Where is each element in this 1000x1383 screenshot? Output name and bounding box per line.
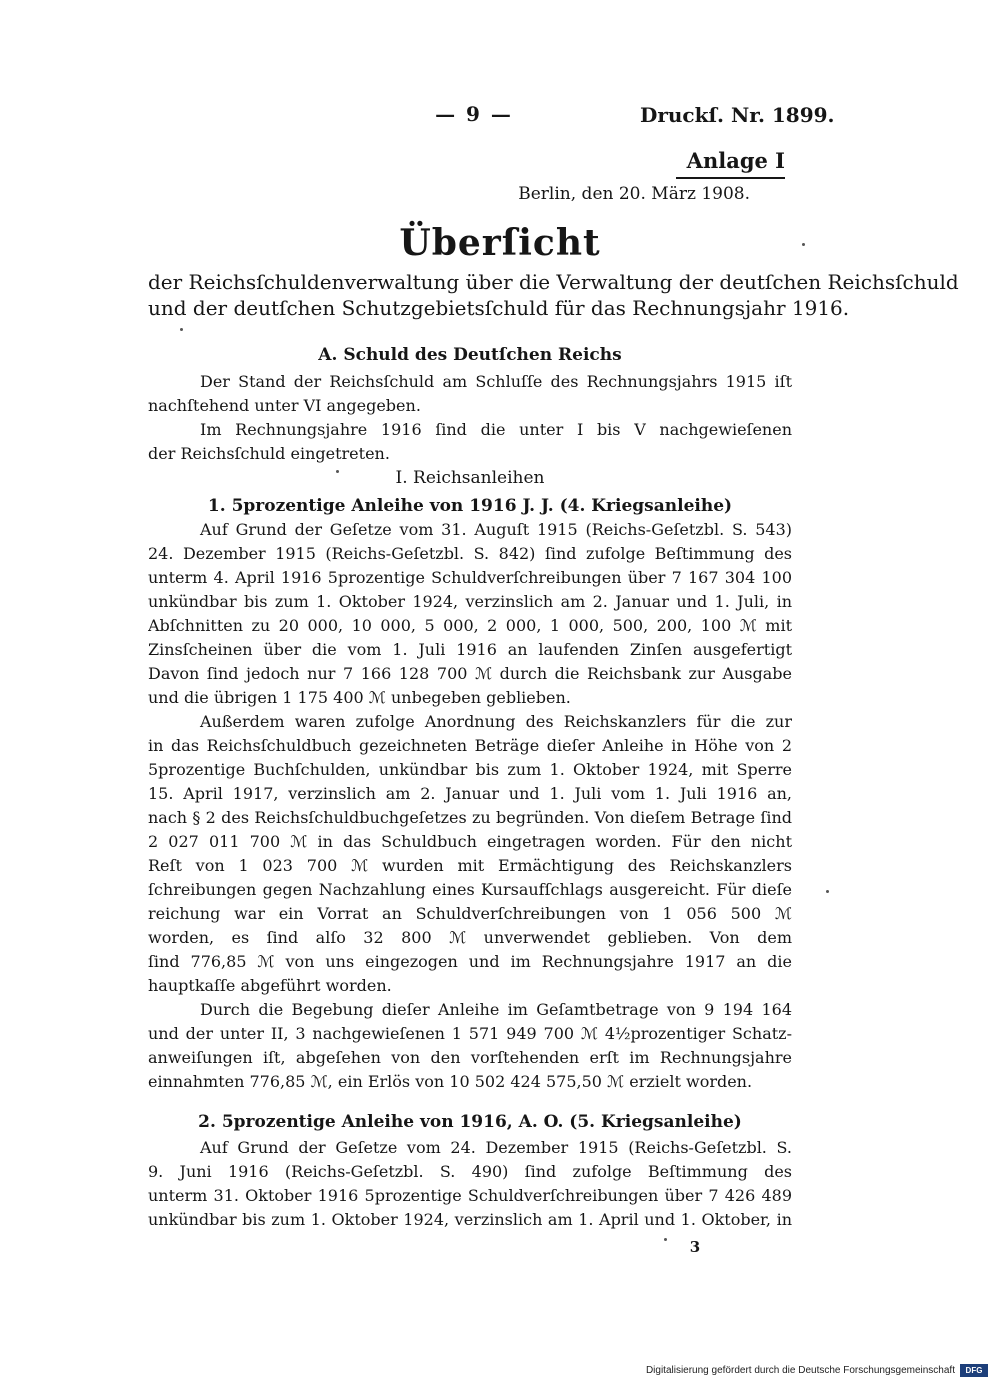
text-line: 15. April 1917, verzinslich am 2. Januar und 1. Juli vom 1. Juli 1916 an, xyxy=(148,784,792,803)
text-line: Zinsſcheinen über die vom 1. Juli 1916 an laufenden Zinſen ausgefertigt xyxy=(148,640,792,659)
text-line: und der unter II, 3 nachgewieſenen 1 571 949 700 ℳ 4½prozentiger Schatz- xyxy=(148,1024,792,1043)
text-line: hauptkaſſe abgeführt worden. xyxy=(148,976,392,995)
text-line: einnahmten 776,85 ℳ, ein Erlös von 10 502 424 575,50 ℳ erzielt worden. xyxy=(148,1072,753,1091)
text-line: ſchreibungen gegen Nachzahlung eines Kursaufſchlags ausgereicht. Für dieſe xyxy=(148,880,792,899)
text-line: nachſtehend unter VI angegeben. xyxy=(148,396,421,415)
text-line: unterm 4. April 1916 5prozentige Schuldverſchreibungen über 7 167 304 100 xyxy=(148,568,792,587)
text-line: 24. Dezember 1915 (Reichs-Geſetzbl. S. 842) ſind zufolge Beſtimmung des xyxy=(148,544,792,563)
scan-speck xyxy=(802,243,805,246)
drucksache-number: Druckſ. Nr. 1899. xyxy=(640,103,835,127)
text-line: Außerdem waren zufolge Anordnung des Reichskanzlers für die zur xyxy=(200,712,792,731)
section-a-heading: A. Schuld des Deutſchen Reichs xyxy=(318,345,622,365)
scan-speck xyxy=(180,328,183,331)
text-line: unterm 31. Oktober 1916 5prozentige Schuldverſchreibungen über 7 426 489 xyxy=(148,1186,792,1205)
text-line: 5prozentige Buchſchulden, unkündbar bis zum 1. Oktober 1924, mit Sperre xyxy=(148,760,792,779)
text-line: Davon ſind jedoch nur 7 166 128 700 ℳ durch die Reichsbank zur Ausgabe xyxy=(148,664,792,683)
text-line: Auf Grund der Geſetze vom 31. Auguſt 1915 (Reichs-Geſetzbl. S. 543) xyxy=(200,520,792,539)
subsection-1-heading: 1. 5prozentige Anleihe von 1916 J. J. (4. Kriegsanleihe) xyxy=(207,496,733,516)
anlage-underline xyxy=(676,177,785,179)
part-1-heading: I. Reichsanleihen xyxy=(395,468,545,488)
text-line: Der Stand der Reichsſchuld am Schluſſe des Rechnungsjahrs 1915 iſt xyxy=(200,372,792,391)
text-line: der Reichsſchuld eingetreten. xyxy=(148,444,390,463)
text-line: 9. Juni 1916 (Reichs-Geſetzbl. S. 490) ſind zufolge Beſtimmung des xyxy=(148,1162,792,1181)
digitization-note: Digitalisierung gefördert durch die Deutsche Forschungsgemeinschaft xyxy=(645,1365,955,1376)
subtitle-line: und der deutſchen Schutzgebietsſchuld für das Rechnungsjahr 1916. xyxy=(148,296,850,320)
text-line: Abſchnitten zu 20 000, 10 000, 5 000, 2 000, 1 000, 500, 200, 100 ℳ mit xyxy=(148,616,792,635)
section-a xyxy=(148,340,792,466)
text-line: unkündbar bis zum 1. Oktober 1924, verzinslich am 1. April und 1. Oktober, in xyxy=(148,1210,792,1229)
anlage-label: Anlage I xyxy=(686,148,785,173)
text-line: Reſt von 1 023 700 ℳ wurden mit Ermächtigung des Reichskanzlers xyxy=(148,856,792,875)
part-1-heading-block xyxy=(148,466,792,490)
signature-mark: 3 xyxy=(689,1238,701,1256)
text-line: Auf Grund der Geſetze vom 24. Dezember 1915 (Reichs-Geſetzbl. S. xyxy=(200,1138,792,1157)
document-title: Überſicht xyxy=(399,222,601,264)
subtitle-line: der Reichsſchuldenverwaltung über die Verwaltung der deutſchen Reichsſchuld xyxy=(148,270,959,294)
subsection-1 xyxy=(148,494,792,1094)
text-line: Durch die Begebung dieſer Anleihe im Geſamtbetrage von 9 194 164 xyxy=(200,1000,792,1019)
page-number: — 9 — xyxy=(435,102,513,126)
text-line: reichung war ein Vorrat an Schuldverſchreibungen von 1 056 500 ℳ xyxy=(148,904,792,923)
text-line: ſind 776,85 ℳ von uns eingezogen und im Rechnungsjahre 1917 an die xyxy=(148,952,792,971)
subsection-2 xyxy=(148,1108,792,1232)
subsection-2-heading: 2. 5prozentige Anleihe von 1916, A. O. (5. Kriegsanleihe) xyxy=(198,1112,742,1132)
text-line: Im Rechnungsjahre 1916 ſind die unter I bis V nachgewieſenen xyxy=(200,420,792,439)
text-line: und die übrigen 1 175 400 ℳ unbegeben geblieben. xyxy=(148,688,571,707)
scan-speck xyxy=(826,890,829,893)
text-line: unkündbar bis zum 1. Oktober 1924, verzinslich am 2. Januar und 1. Juli, in xyxy=(148,592,792,611)
dateline: Berlin, den 20. März 1908. xyxy=(518,184,750,204)
text-line: anweiſungen iſt, abgeſehen von den vorſtehenden erſt im Rechnungsjahre xyxy=(148,1048,792,1067)
dfg-logo: DFG xyxy=(960,1364,988,1377)
document-subtitle xyxy=(148,269,959,321)
text-line: nach § 2 des Reichsſchuldbuchgeſetzes zu begründen. Von dieſem Betrage ſind xyxy=(148,808,792,827)
scan-speck xyxy=(664,1238,667,1241)
text-line: in das Reichsſchuldbuch gezeichneten Beträge dieſer Anleihe in Höhe von 2 xyxy=(148,736,792,755)
text-line: 2 027 011 700 ℳ in das Schuldbuch eingetragen worden. Für den nicht xyxy=(148,832,792,851)
scan-speck xyxy=(336,470,339,473)
text-line: worden, es ſind alſo 32 800 ℳ unverwendet geblieben. Von dem xyxy=(148,928,792,947)
